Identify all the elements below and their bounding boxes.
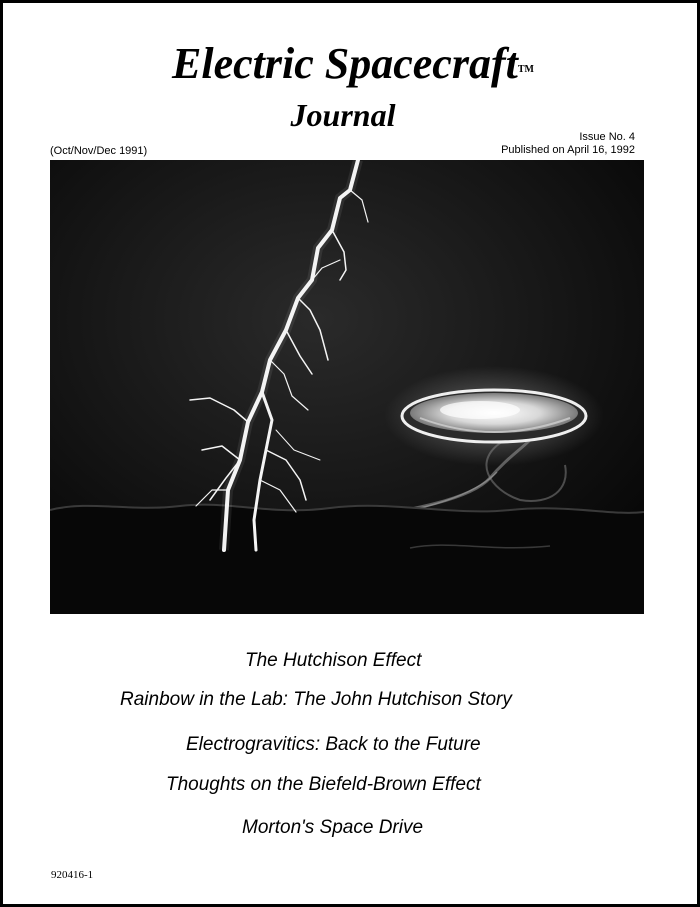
cover-illustration <box>50 160 644 614</box>
headline-rainbow-in-the-lab: Rainbow in the Lab: The John Hutchison Story <box>120 689 512 710</box>
issue-date-range: (Oct/Nov/Dec 1991) <box>50 145 148 157</box>
headline-biefeld-brown: Thoughts on the Biefeld-Brown Effect <box>166 774 481 795</box>
trademark-mark: TM <box>517 64 534 75</box>
masthead-title-text: Electric Spacecraft <box>172 39 518 88</box>
masthead-title <box>3 39 700 89</box>
issue-number: Issue No. 4 <box>579 131 635 143</box>
headline-hutchison-effect: The Hutchison Effect <box>245 650 422 671</box>
headline-electrogravitics: Electrogravitics: Back to the Future <box>186 734 481 755</box>
lightning-saucer-illustration <box>50 160 644 614</box>
catalog-code: 920416-1 <box>51 869 94 881</box>
masthead-subtitle: Journal <box>290 97 396 133</box>
headline-mortons-space-drive: Morton's Space Drive <box>242 817 424 838</box>
issue-info <box>501 131 635 157</box>
publish-date: Published on April 16, 1992 <box>501 144 635 156</box>
